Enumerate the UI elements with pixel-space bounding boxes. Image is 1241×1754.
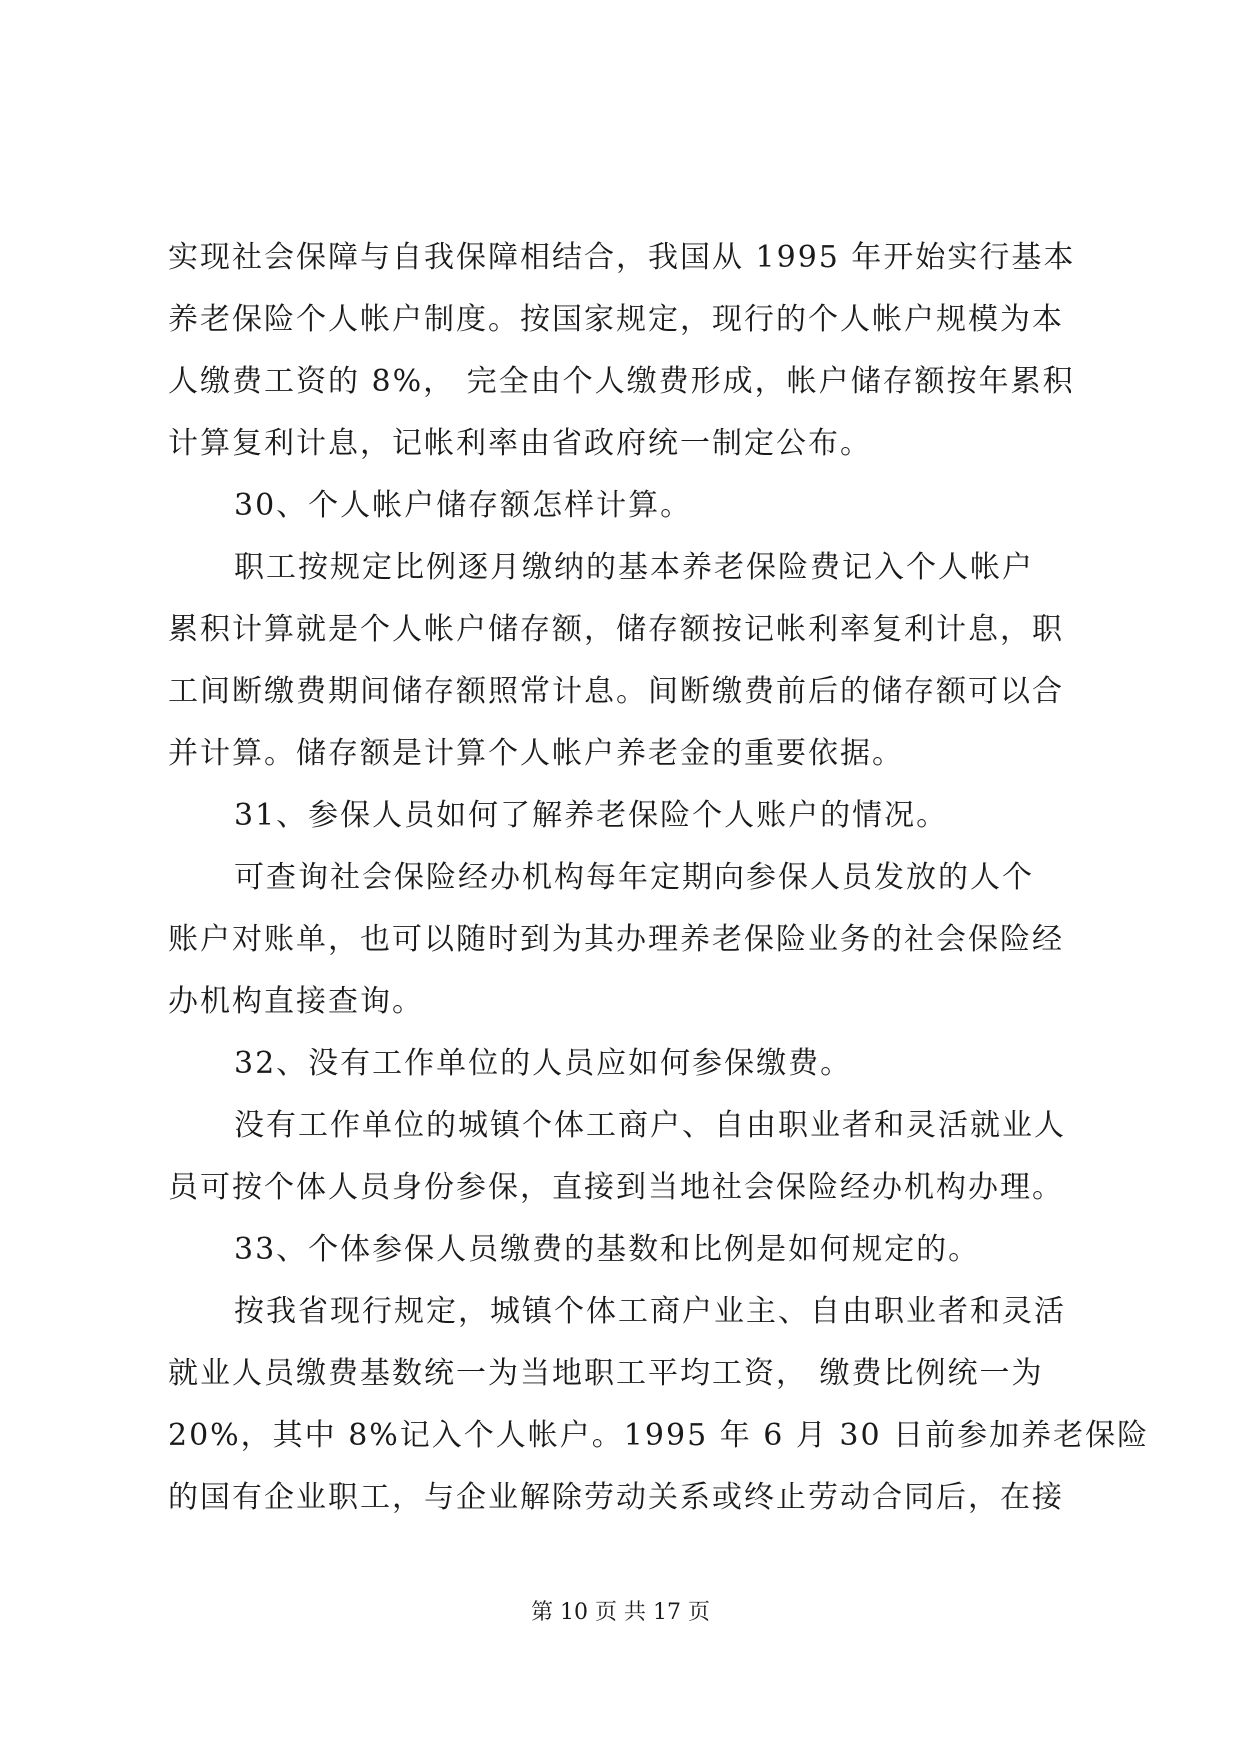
text-line: 可查询社会保险经办机构每年定期向参保人员发放的人个 [234,860,1034,895]
text-line: 31、参保人员如何了解养老保险个人账户的情况。 [234,798,949,833]
text-line: 养老保险个人帐户制度。按国家规定，现行的个人帐户规模为本 [168,302,1064,337]
text-line: 33、个体参保人员缴费的基数和比例是如何规定的。 [234,1232,981,1267]
page-footer: 第 10 页 共 17 页 [531,1600,710,1625]
text-line: 没有工作单位的城镇个体工商户、自由职业者和灵活就业人 [234,1108,1066,1143]
text-line: 就业人员缴费基数统一为当地职工平均工资， 缴费比例统一为 [168,1356,1044,1391]
text-line: 30、个人帐户储存额怎样计算。 [234,488,693,523]
text-line: 实现社会保障与自我保障相结合，我国从 1995 年开始实行基本 [168,240,1076,275]
text-line: 办机构直接查询。 [168,984,424,1019]
text-line: 计算复利计息，记帐利率由省政府统一制定公布。 [168,426,872,461]
text-line: 职工按规定比例逐月缴纳的基本养老保险费记入个人帐户 [234,550,1034,585]
text-line: 20%，其中 8%记入个人帐户。1995 年 6 月 30 日前参加养老保险 [168,1418,1150,1453]
text-line: 员可按个体人员身份参保，直接到当地社会保险经办机构办理。 [168,1170,1064,1205]
text-line: 账户对账单，也可以随时到为其办理养老保险业务的社会保险经 [168,922,1064,957]
text-line: 32、没有工作单位的人员应如何参保缴费。 [234,1046,853,1081]
text-line: 的国有企业职工，与企业解除劳动关系或终止劳动合同后，在接 [168,1480,1064,1515]
text-line: 并计算。储存额是计算个人帐户养老金的重要依据。 [168,736,904,771]
text-line: 累积计算就是个人帐户储存额，储存额按记帐利率复利计息，职 [168,612,1064,647]
text-line: 人缴费工资的 8%， 完全由个人缴费形成，帐户储存额按年累积 [168,364,1075,399]
text-line: 工间断缴费期间储存额照常计息。间断缴费前后的储存额可以合 [168,674,1064,709]
document-body [168,227,1150,1529]
text-line: 按我省现行规定，城镇个体工商户业主、自由职业者和灵活 [234,1294,1066,1329]
